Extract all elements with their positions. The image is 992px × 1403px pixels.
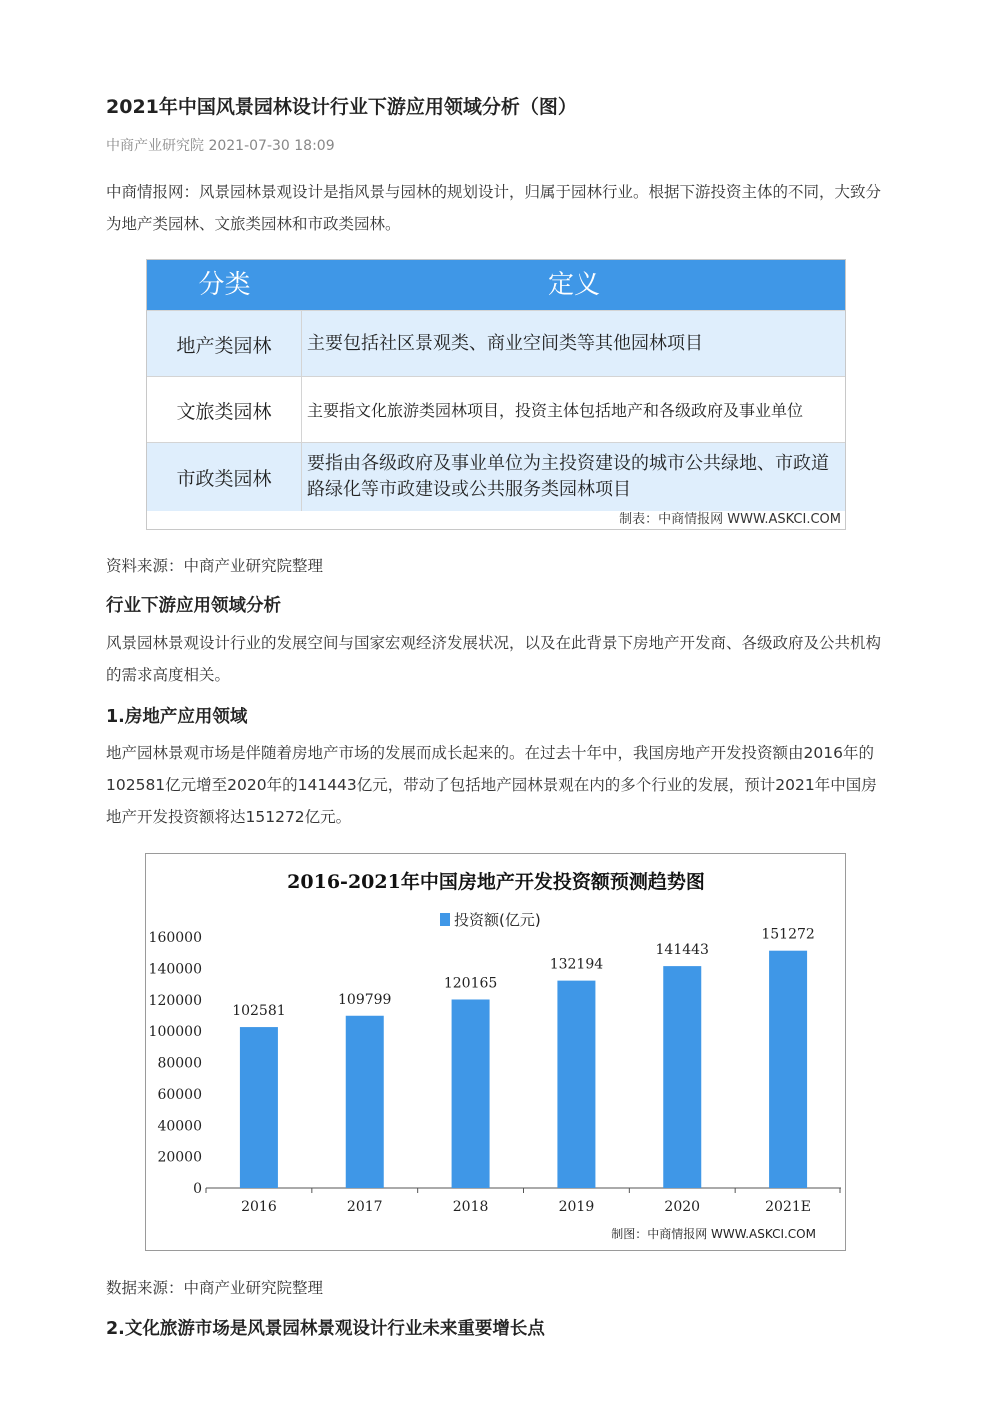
table-row (147, 310, 845, 377)
table-cell-category: 文旅类园林 (147, 377, 302, 443)
y-tick-label: 40000 (157, 1118, 202, 1135)
y-tick-label: 160000 (148, 930, 202, 946)
table-header (147, 260, 845, 310)
y-tick-label: 140000 (148, 961, 202, 978)
section-paragraph-downstream: 风景园林景观设计行业的发展空间与国家宏观经济发展状况，以及在此背景下房地产开发商、各级政府及公共机构的需求高度相关。 (106, 634, 882, 684)
legend-swatch (440, 913, 450, 926)
table-cell-category: 地产类园林 (147, 311, 302, 377)
classification-table (146, 259, 846, 530)
bar-value-label: 102581 (232, 1003, 286, 1020)
table-header-category: 分类 (198, 270, 251, 300)
x-tick-label: 2017 (346, 1199, 383, 1215)
y-tick-label: 80000 (157, 1055, 202, 1072)
y-tick-label: 0 (193, 1181, 202, 1197)
x-tick-label: 2019 (558, 1199, 595, 1215)
section-heading-downstream: 行业下游应用领域分析 (106, 596, 281, 616)
bar-value-label: 120165 (443, 975, 498, 992)
y-tick-label: 120000 (148, 992, 202, 1009)
bar-value-label: 141443 (655, 942, 709, 959)
table-header-definition: 定义 (547, 270, 600, 300)
investment-bar-chart (145, 853, 846, 1251)
table-row (147, 442, 845, 511)
intro-paragraph: 中商情报网：风景园林景观设计是指风景与园林的规划设计，归属于园林行业。根据下游投资主体的不同，大致分为地产类园林、文旅类园林和市政类园林。 (106, 183, 882, 233)
table-source: 资料来源：中商产业研究院整理 (106, 557, 324, 575)
section-paragraph-real-estate: 地产园林景观市场是伴随着房地产市场的发展而成长起来的。在过去十年中，我国房地产开发投资额由2016年的102581亿元增至2020年的141443亿元，带动了包括地产园林景观在内的多个行业的发展，预计2021年中国房地产开发投资额将达151272亿元。 (106, 744, 877, 826)
bar-2019 (557, 981, 595, 1188)
bar-2018 (452, 999, 490, 1188)
legend-label: 投资额(亿元) (454, 911, 541, 929)
bar-2017 (346, 1016, 384, 1188)
table-row (147, 376, 845, 443)
chart-bars (232, 927, 815, 1188)
table-cell-definition: 要指由各级政府及事业单位为主投资建设的城市公共绿地、市政道路绿化等市政建设或公共服务类园林项目 (307, 453, 829, 500)
bar-2020 (663, 966, 701, 1188)
x-tick-label: 2021E (765, 1199, 812, 1215)
chart-source: 数据来源：中商产业研究院整理 (106, 1279, 324, 1297)
bar-2016 (240, 1027, 278, 1188)
x-tick-label: 2016 (241, 1199, 277, 1215)
bar-value-label: 151272 (761, 926, 815, 943)
y-tick-label: 100000 (148, 1024, 202, 1041)
chart-canvas (146, 854, 845, 1250)
article-meta: 中商产业研究院 2021-07-30 18:09 (106, 138, 335, 154)
section-heading-real-estate: 1.房地产应用领域 (106, 707, 248, 727)
bar-value-label: 109799 (338, 991, 392, 1008)
bar-2021E (769, 951, 807, 1188)
table-footer: 制表：中商情报网 WWW.ASKCI.COM (619, 512, 841, 527)
table-cell-definition: 主要指文化旅游类园林项目，投资主体包括地产和各级政府及事业单位 (307, 400, 804, 420)
chart-title: 2016-2021年中国房地产开发投资额预测趋势图 (287, 871, 705, 893)
table-cell-category: 市政类园林 (147, 443, 302, 511)
article-title: 2021年中国风景园林设计行业下游应用领域分析（图） (106, 96, 577, 118)
chart-footer: 制图：中商情报网 WWW.ASKCI.COM (611, 1227, 816, 1241)
x-tick-label: 2020 (664, 1199, 701, 1215)
y-tick-label: 20000 (157, 1149, 202, 1166)
table-cell-definition: 主要包括社区景观类、商业空间类等其他园林项目 (307, 333, 703, 354)
section-heading-tourism: 2.文化旅游市场是风景园林景观设计行业未来重要增长点 (106, 1319, 545, 1339)
x-tick-label: 2018 (452, 1199, 489, 1215)
y-tick-label: 60000 (157, 1086, 202, 1103)
bar-value-label: 132194 (549, 956, 604, 973)
